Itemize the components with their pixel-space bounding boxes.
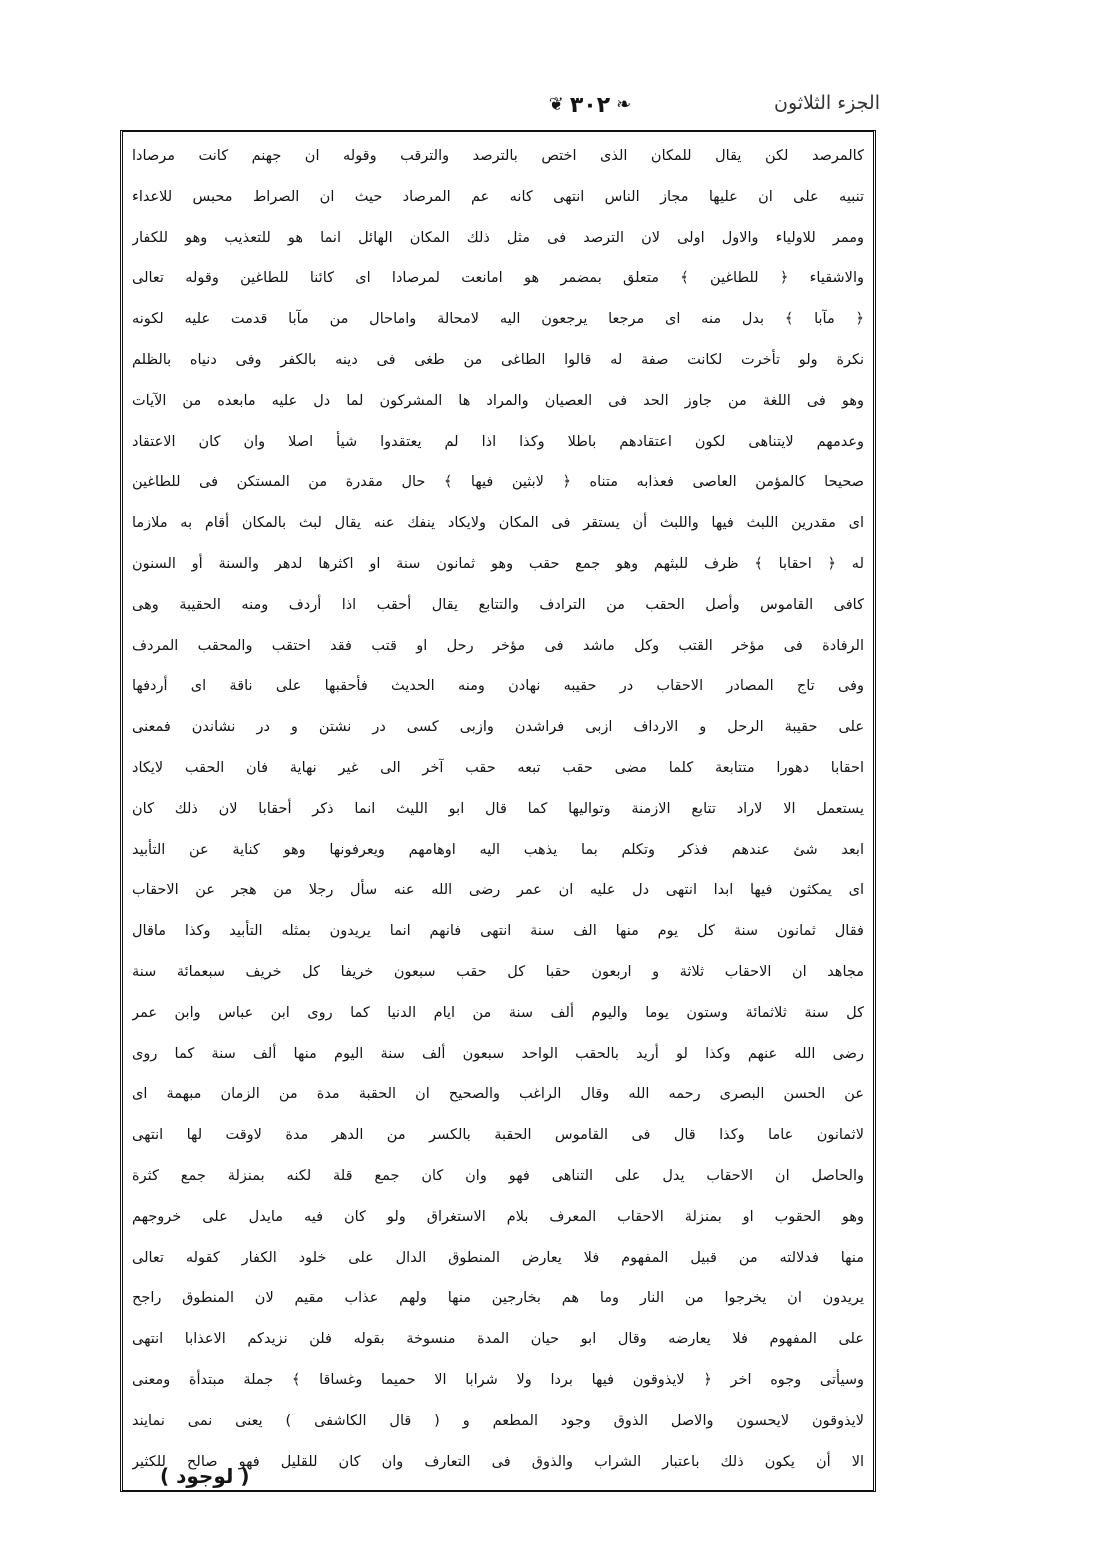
text-line: لاثمانون عاما وكذا قال فى القاموس الحقبة بالكسر من الدهر مدة لاوقت لها انتهى (132, 1127, 864, 1144)
text-line: تنبيه على ان عليها مجاز الناس انتهى كانه عم المرصاد حيث ان الصراط محبس للاعداء (132, 188, 864, 205)
text-line: مجاهد ان الاحقاب ثلاثة و اربعون حقبا كل حقب سبعون خريفا كل خريف سبعمائة سنة (132, 963, 864, 980)
text-line: لايذوقون لايحسون والاصل الذوق وجود المطعم و ( قال الكاشفى ) يعنى نمى نمايند (132, 1412, 864, 1429)
text-line: اى يمكثون فيها ابدا انتهى دل عليه ان عمر رضى الله عنه سأل رجلا من هجر عن الاحقاب (132, 882, 864, 899)
text-line: كالمرصد لكن يقال للمكان الذى اختص بالترصد والترقب وقوله ان جهنم كانت مرصادا (132, 148, 864, 164)
text-line: رضى الله عنهم وكذا لو أريد بالحقب الواحد سبعون ألف سنة اليوم منها ألف سنة كما روى (132, 1045, 864, 1062)
text-line: على حقيبة الرحل و الارداف ازبى فراشدن وازبى كسى در نشتن و در نشاندن فمعنى (132, 719, 864, 736)
text-line: كافى القاموس وأصل الحقب من الترادف والتتابع يقال أحقب اذا أردف ومنه الحقيبة وهى (132, 596, 864, 613)
text-line: صحيحا كالمؤمن العاصى فعذابه متناه ﴿ لابثين فيها ﴾ حال مقدرة من المستكن فى للطاغين (132, 474, 864, 491)
text-line: ﴿ مآبا ﴾ بدل منه اى مرجعا يرجعون اليه لامحالة واماحال من مآبا قدمت عليه لكونه (132, 311, 864, 328)
body-text (132, 136, 864, 1482)
text-line: احقابا دهورا متتابعة كلما مضى حقب تبعه حقب آخر الى غير نهاية فان الحقب لايكاد (132, 759, 864, 776)
text-line: وفى تاج المصادر الاحقاب در حقيبه نهادن ومنه الحديث فأحقبها على ناقة اى أردفها (132, 678, 864, 695)
text-line: يستعمل الا لاراد تتابع الازمنة وتواليها كما قال ابو الليث انما ذكر أحقابا لان ذلك كان (132, 800, 864, 817)
ornament-right-icon: ❧ (616, 94, 632, 115)
text-line: الرفادة فى مؤخر القتب وكل ماشد فى مؤخر رحل او قتب فقد احتقب والمحقب المردف (132, 637, 864, 654)
text-line: نكرة ولو تأخرت لكانت صفة له قالوا الطاغى من طغى فى دينه بالكفر وفى دنياه بالظلم (132, 351, 864, 368)
text-line: اى مقدرين اللبث فيها واللبث أن يستقر فى المكان ولايكاد ينفك عنه يقال لبث بالمكان أقام به ملازما (132, 515, 864, 532)
text-line: الا أن يكون ذلك باعتبار الشراب والذوق فى التعارف وان كان للقليل فهو صالح للكثير (132, 1453, 864, 1470)
text-line: وسيأتى وجوه اخر ﴿ لايذوقون فيها بردا ولا شرابا الا حميما وغساقا ﴾ جملة مبتدأة ومعنى (132, 1371, 864, 1388)
running-head: الجزء الثلاثون (774, 92, 880, 114)
text-line: والحاصل ان الاحقاب يدل على التناهى فهو وان كان جمع قلة لكنه بمنزلة جمع كثرة (132, 1167, 864, 1184)
text-line: والاشقياء ﴿ للطاغين ﴾ متعلق بمضمر هو امانعت لمرصادا اى كائنا للطاغين وقوله تعالى (132, 270, 864, 287)
text-line: ابعد شئ عندهم فذكر وتكلم بما يذهب اليه اوهامهم ويعرفونها وهو كناية عن التأبيد (132, 841, 864, 858)
text-line: كل سنة ثلاثمائة وستون يوما واليوم ألف سنة من ايام الدنيا كما روى ابن عباس وابن عمر (132, 1004, 864, 1021)
text-line: يريدون ان يخرجوا من النار وما هم بخارجين منها ولهم عذاب مقيم لان المنطوق راجح (132, 1290, 864, 1307)
text-line: منها فدلالته من قبيل المفهوم فلا يعارض المنطوق الدال على خلود الكفار كقوله تعالى (132, 1249, 864, 1266)
text-line: فقال ثمانون سنة كل يوم منها الف سنة انتهى فانهم انما يريدون بمثله التأبيد وكذا ماقال (132, 923, 864, 940)
text-line: عن الحسن البصرى رحمه الله وقال الراغب والصحيح ان الحقبة مدة من الزمان مبهمة اى (132, 1086, 864, 1103)
text-line: وهو الحقوب او بمنزلة الاحقاب المعرف بلام الاستغراق ولو كان فيه مايدل على خروجهم (132, 1208, 864, 1225)
text-line: على المفهوم فلا يعارضه وقال ابو حيان المدة منسوخة بقوله فلن نزيدكم الاعذابا انتهى (132, 1331, 864, 1348)
ornament-left-icon: ❦ (548, 94, 564, 115)
text-line: وممر للاولياء والاول اولى لان الترصد فى مثل ذلك المكان الهائل انما هو للتعذيب وهو للكفار (132, 229, 864, 246)
catchword: ( لوجود ) (160, 1464, 250, 1488)
text-line: وهو فى اللغة من جاوز الحد فى العصيان والمراد ها المشركون لما دل عليه مابعده من الآيات (132, 392, 864, 409)
text-line: وعدمهم لايتناهى لكون اعتقادهم باطلا وكذا اذا لم يعتقدوا شيأ اصلا وان كان الاعتقاد (132, 433, 864, 450)
text-line: له ﴿ احقابا ﴾ ظرف للبثهم وهو جمع حقب وهو ثمانون سنة او اكثرها لدهر والسنة أو السنون (132, 555, 864, 572)
page-number: ٣٠٢ (569, 92, 611, 118)
page-header (120, 86, 880, 126)
page-number-block (520, 90, 660, 120)
